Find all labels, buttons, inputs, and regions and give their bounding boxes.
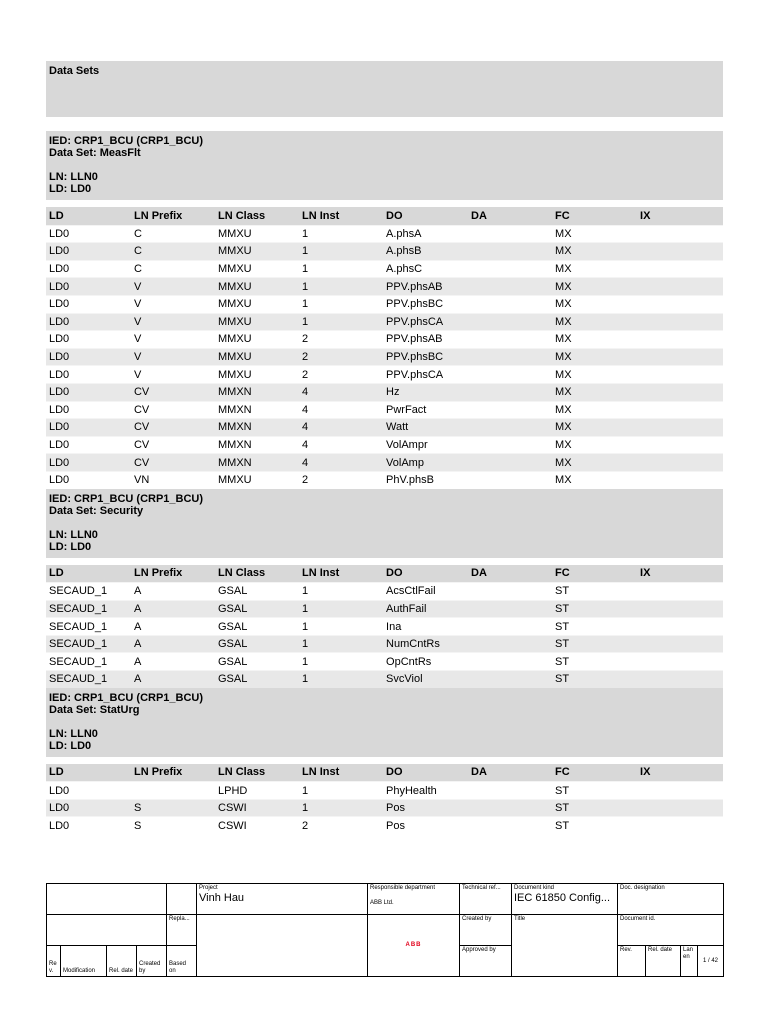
table-row — [46, 471, 723, 489]
ln-name: LN: LLN0 — [49, 727, 98, 740]
lang-label: Lan en — [683, 947, 694, 960]
spacer — [46, 117, 723, 131]
based-on-cell — [167, 946, 197, 977]
column-header: IX — [640, 209, 651, 222]
table-cell: Pos — [386, 819, 405, 832]
title-cell — [512, 915, 618, 977]
rev2-label: Rev. — [620, 947, 632, 953]
table-cell: LD0 — [49, 333, 70, 346]
table-cell: 1 — [302, 655, 309, 668]
column-header: FC — [555, 567, 570, 580]
rev-cell — [47, 946, 61, 977]
table-cell: V — [133, 315, 142, 328]
table-cell: 1 — [302, 280, 309, 293]
table-cell: V — [133, 351, 142, 364]
table-cell: 1 — [302, 245, 309, 258]
table-row — [46, 401, 723, 419]
column-header: LN Class — [218, 766, 266, 779]
table-cell: LD0 — [49, 802, 70, 815]
table-row — [46, 617, 723, 635]
rev-label: Re v. — [49, 961, 57, 974]
table-cell: A — [133, 585, 142, 598]
table-cell: MX — [555, 263, 572, 276]
table-cell: 1 — [302, 620, 309, 633]
table-cell: CSWI — [218, 819, 247, 832]
table-cell: LD0 — [49, 368, 70, 381]
table-cell: MMXU — [218, 474, 252, 487]
approved-by-cell — [460, 946, 512, 977]
column-header: DO — [386, 567, 403, 580]
column-header: LN Inst — [302, 766, 340, 779]
table-cell: CV — [133, 421, 150, 434]
table-cell: PwrFact — [386, 403, 427, 416]
table-row — [46, 330, 723, 348]
created-by-label: Created by — [462, 916, 492, 922]
doc-kind-value: IEC 61850 Config... — [514, 892, 611, 904]
table-cell: SECAUD_1 — [49, 620, 108, 633]
data-set-name: Data Set: StatUrg — [49, 703, 140, 716]
table-cell: PPV.phsBC — [386, 351, 444, 364]
document-id-cell — [618, 915, 724, 946]
table-row — [46, 799, 723, 817]
table-cell: MMXU — [218, 263, 252, 276]
table-cell: SECAUD_1 — [49, 655, 108, 668]
rel-date-cell — [107, 946, 137, 977]
ln-name: LN: LLN0 — [49, 528, 98, 541]
table-cell: A — [133, 655, 142, 668]
tb-empty-3 — [47, 915, 167, 946]
table-row — [46, 313, 723, 331]
table-cell: ST — [555, 784, 570, 797]
doc-designation-cell — [618, 884, 724, 915]
table-cell: 2 — [302, 333, 309, 346]
table-cell: GSAL — [218, 602, 248, 615]
column-header: LN Prefix — [133, 209, 183, 222]
table-cell: VolAmp — [386, 456, 424, 469]
table-cell: MMXU — [218, 351, 252, 364]
data-sets-document — [46, 61, 723, 834]
ied-name: IED: CRP1_BCU (CRP1_BCU) — [49, 135, 204, 147]
based-on-label: Based on — [169, 961, 187, 974]
ld-name: LD: LD0 — [49, 739, 92, 752]
table-cell: ST — [555, 620, 570, 633]
table-cell: LD0 — [49, 386, 70, 399]
title-label: Title — [514, 916, 526, 922]
table-cell: 1 — [302, 585, 309, 598]
table-cell: CV — [133, 439, 150, 452]
table-cell: PhV.phsB — [386, 474, 434, 487]
table-cell: LD0 — [49, 263, 70, 276]
table-cell: LD0 — [49, 315, 70, 328]
resp-dept-value: ABB Ltd. — [370, 900, 394, 906]
table-cell: LD0 — [49, 819, 70, 832]
table-cell: MX — [555, 245, 572, 258]
column-header: LN Class — [218, 567, 266, 580]
table-cell: 4 — [302, 421, 309, 434]
table-cell: 1 — [302, 638, 309, 651]
table-cell: GSAL — [218, 655, 248, 668]
tech-ref-label: Technical ref... — [462, 885, 501, 891]
column-header: DA — [471, 567, 487, 580]
table-cell: 1 — [302, 263, 309, 276]
table-cell: S — [133, 802, 142, 815]
table-cell: VN — [133, 474, 150, 487]
table-cell: V — [133, 280, 142, 293]
section-header-band — [46, 688, 723, 757]
table-row — [46, 242, 723, 260]
table-cell: MMXU — [218, 227, 252, 240]
project-value: Vinh Hau — [199, 892, 245, 904]
table-cell: ST — [555, 585, 570, 598]
abb-logo — [368, 915, 460, 977]
tech-ref-cell — [460, 884, 512, 915]
rel-date2-label: Rel. date — [648, 947, 673, 953]
table-cell: 1 — [302, 784, 309, 797]
column-header: DA — [471, 766, 487, 779]
replaced-label: Repla... — [169, 916, 190, 922]
section-header-band — [46, 489, 723, 558]
table-cell: 4 — [302, 439, 309, 452]
table-row — [46, 670, 723, 688]
table-cell: LPHD — [218, 784, 248, 797]
table-cell: LD0 — [49, 474, 70, 487]
table-cell: 1 — [302, 673, 309, 686]
table-cell: Hz — [386, 386, 400, 399]
table-cell: Watt — [386, 421, 409, 434]
table-row — [46, 635, 723, 653]
table-cell: 1 — [302, 315, 309, 328]
table-cell: MMXU — [218, 315, 252, 328]
table-cell: S — [133, 819, 142, 832]
table-cell: ST — [555, 655, 570, 668]
table-cell: MX — [555, 368, 572, 381]
table-cell: MX — [555, 315, 572, 328]
table-cell: LD0 — [49, 784, 70, 797]
table-row — [46, 348, 723, 366]
table-cell: ST — [555, 673, 570, 686]
ied-name: IED: CRP1_BCU (CRP1_BCU) — [49, 691, 204, 704]
table-cell: C — [133, 245, 142, 258]
table-cell: 1 — [302, 602, 309, 615]
table-cell: LD0 — [49, 298, 70, 311]
table-cell: 4 — [302, 403, 309, 416]
modification-label: Modification — [63, 968, 96, 974]
column-header: DA — [471, 209, 487, 222]
table-cell: SECAUD_1 — [49, 673, 108, 686]
table-cell: Ina — [386, 620, 402, 633]
table-cell: LD0 — [49, 439, 70, 452]
table-cell: A.phsC — [386, 263, 423, 276]
column-header: DO — [386, 766, 403, 779]
table-cell: MMXN — [218, 439, 252, 452]
table-row — [46, 383, 723, 401]
column-header: IX — [640, 766, 651, 779]
document-id-label: Document id. — [620, 916, 656, 922]
table-cell: A.phsA — [386, 227, 422, 240]
table-cell: 4 — [302, 386, 309, 399]
table-row — [46, 453, 723, 471]
table-cell: MX — [555, 421, 572, 434]
project-label: Project — [199, 885, 218, 891]
section-header-band — [46, 131, 723, 200]
table-row — [46, 225, 723, 243]
table-cell: A.phsB — [386, 245, 422, 258]
table-cell: 2 — [302, 819, 309, 832]
ld-name: LD: LD0 — [49, 183, 92, 195]
column-header: LN Prefix — [133, 766, 183, 779]
table-cell: 1 — [302, 298, 309, 311]
table-cell: MX — [555, 227, 572, 240]
table-cell: MMXU — [218, 280, 252, 293]
table-cell: 1 — [302, 802, 309, 815]
table-cell: SECAUD_1 — [49, 638, 108, 651]
resp-dept-label: Responsible department — [370, 885, 436, 891]
table-cell: MX — [555, 351, 572, 364]
table-cell: A — [133, 602, 142, 615]
table-cell: LD0 — [49, 280, 70, 293]
table-cell: V — [133, 333, 142, 346]
table-cell: LD0 — [49, 421, 70, 434]
table-cell: PPV.phsCA — [386, 315, 444, 328]
document-title: Data Sets — [49, 65, 100, 77]
table-cell: ST — [555, 819, 570, 832]
table-cell: LD0 — [49, 456, 70, 469]
created-by2-cell — [137, 946, 167, 977]
ld-name: LD: LD0 — [49, 540, 92, 553]
replaced-cell — [167, 915, 197, 946]
created-by-cell — [460, 915, 512, 946]
table-cell: PPV.phsCA — [386, 368, 444, 381]
table-cell: CV — [133, 403, 150, 416]
page-cell — [698, 946, 724, 977]
data-set-name: Data Set: Security — [49, 504, 144, 517]
table-row — [46, 816, 723, 834]
table-row — [46, 277, 723, 295]
table-row — [46, 260, 723, 278]
doc-kind-cell — [512, 884, 618, 915]
column-header: LN Class — [218, 209, 266, 222]
table-cell: 1 — [302, 227, 309, 240]
doc-kind-label: Document kind — [514, 885, 555, 891]
data-set-name: Data Set: MeasFlt — [49, 147, 141, 159]
table-cell: MX — [555, 439, 572, 452]
table-cell: PPV.phsBC — [386, 298, 444, 311]
table-cell: MMXU — [218, 333, 252, 346]
table-cell: LD0 — [49, 403, 70, 416]
table-cell: 2 — [302, 368, 309, 381]
lang-cell — [681, 946, 698, 977]
column-header: DO — [386, 209, 403, 222]
table-cell: MX — [555, 474, 572, 487]
table-header-row — [46, 207, 723, 225]
title-block — [46, 883, 723, 976]
table-cell: MX — [555, 280, 572, 293]
table-row — [46, 781, 723, 799]
column-header: FC — [555, 209, 570, 222]
table-cell: OpCntRs — [386, 655, 432, 668]
table-cell: AuthFail — [386, 602, 427, 615]
table-cell: C — [133, 263, 142, 276]
table-cell: LD0 — [49, 227, 70, 240]
gap — [46, 757, 723, 764]
table-cell: NumCntRs — [386, 638, 440, 651]
table-cell: GSAL — [218, 620, 248, 633]
table-cell: MX — [555, 298, 572, 311]
modification-cell — [61, 946, 107, 977]
table-cell: VolAmpr — [386, 439, 428, 452]
column-header: LD — [49, 766, 64, 779]
resp-dept-cell — [368, 884, 460, 915]
table-cell: MX — [555, 386, 572, 399]
page-number: 1 / 42 — [703, 957, 719, 964]
column-header: LN Inst — [302, 209, 340, 222]
table-cell: MMXN — [218, 403, 252, 416]
tb-empty-4 — [197, 915, 368, 977]
table-cell: 2 — [302, 351, 309, 364]
created-by2-label: Created by — [139, 961, 161, 974]
table-cell: CV — [133, 456, 150, 469]
table-cell: ST — [555, 802, 570, 815]
table-cell: CV — [133, 386, 150, 399]
table-cell: GSAL — [218, 638, 248, 651]
table-header-row — [46, 565, 723, 583]
column-header: IX — [640, 567, 651, 580]
table-cell: V — [133, 368, 142, 381]
table-cell: MMXN — [218, 421, 252, 434]
table-row — [46, 652, 723, 670]
ln-name: LN: LLN0 — [49, 171, 98, 183]
table-cell: MX — [555, 456, 572, 469]
column-header: LD — [49, 209, 64, 222]
table-cell: ST — [555, 602, 570, 615]
table-row — [46, 582, 723, 600]
table-cell: 4 — [302, 456, 309, 469]
data-set-sections — [46, 131, 723, 834]
table-cell: GSAL — [218, 673, 248, 686]
table-cell: MMXN — [218, 456, 252, 469]
table-cell: CSWI — [218, 802, 247, 815]
approved-by-label: Approved by — [462, 947, 496, 953]
table-cell: A — [133, 673, 142, 686]
rel-date2-cell — [646, 946, 681, 977]
table-cell: PhyHealth — [386, 784, 437, 797]
ied-name: IED: CRP1_BCU (CRP1_BCU) — [49, 492, 204, 505]
table-row — [46, 295, 723, 313]
column-header: LD — [49, 567, 64, 580]
column-header: FC — [555, 766, 570, 779]
table-cell: ST — [555, 638, 570, 651]
table-cell: PPV.phsAB — [386, 280, 443, 293]
table-row — [46, 436, 723, 454]
table-cell: A — [133, 620, 142, 633]
column-header: LN Inst — [302, 567, 340, 580]
table-cell: MMXU — [218, 298, 252, 311]
document-title-band — [46, 61, 723, 117]
gap — [46, 558, 723, 565]
table-cell: MX — [555, 333, 572, 346]
table-cell: A — [133, 638, 142, 651]
table-row — [46, 365, 723, 383]
table-cell: 2 — [302, 474, 309, 487]
table-cell: Pos — [386, 802, 405, 815]
table-cell: PPV.phsAB — [386, 333, 443, 346]
table-header-row — [46, 764, 723, 782]
doc-designation-label: Doc. designation — [620, 885, 665, 891]
rev2-cell — [618, 946, 646, 977]
rel-date-label: Rel. date — [109, 968, 134, 974]
gap — [46, 200, 723, 207]
table-cell: SvcViol — [386, 673, 423, 686]
table-cell: LD0 — [49, 245, 70, 258]
table-cell: V — [133, 298, 142, 311]
project-cell — [197, 884, 368, 915]
table-row — [46, 418, 723, 436]
abb-logo-text: ABB — [405, 942, 422, 948]
tb-empty-2 — [167, 884, 197, 915]
table-row — [46, 600, 723, 618]
table-cell: AcsCtlFail — [386, 585, 436, 598]
tb-empty-1 — [47, 884, 167, 915]
table-cell: MMXU — [218, 368, 252, 381]
column-header: LN Prefix — [133, 567, 183, 580]
table-cell: MX — [555, 403, 572, 416]
table-cell: LD0 — [49, 351, 70, 364]
table-cell: SECAUD_1 — [49, 585, 108, 598]
table-cell: C — [133, 227, 142, 240]
table-cell: MMXN — [218, 386, 252, 399]
table-cell: MMXU — [218, 245, 252, 258]
table-cell: GSAL — [218, 585, 248, 598]
table-cell: SECAUD_1 — [49, 602, 108, 615]
